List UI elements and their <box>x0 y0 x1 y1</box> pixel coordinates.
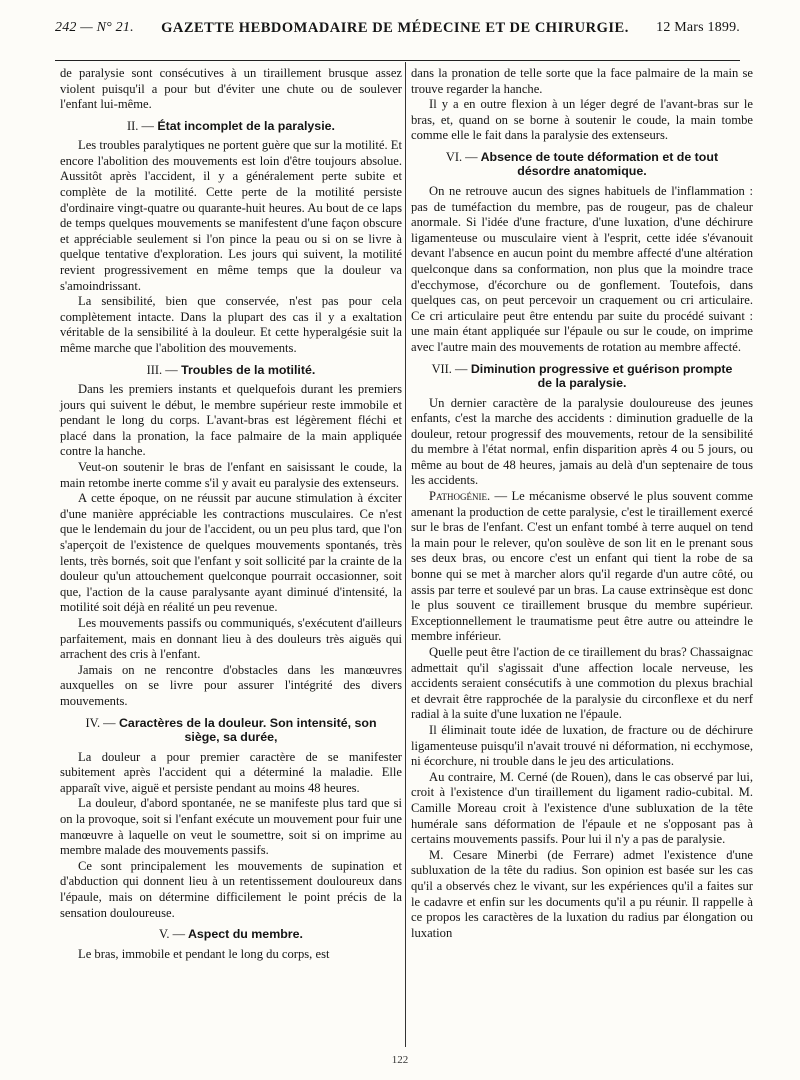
paragraph: Veut-on soutenir le bras de l'enfant en saisissant le coude, la main retombe inerte comme s'il y avait eu paralysie des extenseurs. <box>60 460 402 490</box>
running-header <box>55 12 740 44</box>
run-in-heading: Pathogénie. <box>429 489 491 504</box>
column-divider <box>405 62 406 1047</box>
right-column <box>411 66 753 941</box>
paragraph: M. Cesare Minerbi (de Ferrare) admet l'existence d'une subluxation de la tête du radius. Son opinion est basée sur les cas qu'il a observés chez le vivant, sur les expériences qu'il a faites sur le cadavre et enfin sur les documents qu'il a pu réunir. Il rappelle à ce propos les caractères de la luxation du radius par élongation ou luxation <box>411 847 753 940</box>
left-column <box>60 66 402 962</box>
paragraph: Quelle peut être l'action de ce tiraillement du bras? Chassaignac admettait qu'il s'agissait d'une affection locale nerveuse, les accidents seraient consécutifs à une commotion du plexus brachial et devrait être rapprochée de la paralysie du circonflexe et du nerf radial à la suite d'une luxation ne l'épaule. <box>411 645 753 722</box>
section-number: VI. — <box>445 149 478 164</box>
section-title: Caractères de la douleur. Son intensité, son siège, sa durée, <box>118 715 377 745</box>
paragraph: de paralysie sont consécutives à un tiraillement brusque assez violent puisqu'il a pour but d'éviter une chute ou de soulever l'enfant lui-même. <box>60 66 402 112</box>
section-title: Diminution progressive et guérison prompte de la paralysie. <box>470 361 733 390</box>
paragraph: La douleur a pour premier caractère de se manifester subitement après l'accident qui a déterminé la maladie. Elle apparaît vive, aiguë et persiste pendant au moins 48 heures. <box>60 749 402 795</box>
section-number: IV. — <box>85 715 116 730</box>
paragraph: Il y a en outre flexion à un léger degré de l'avant-bras sur le bras, et, quand on se borne à soutenir le coude, la main tombe comme elle le fait dans la paralysie des extenseurs. <box>411 97 753 143</box>
paragraph: Jamais on ne rencontre d'obstacles dans les manœuvres auxquelles on se livre pour assurer l'intégrité des divers mouvements. <box>60 662 402 708</box>
journal-title: GAZETTE HEBDOMADAIRE DE MÉDECINE ET DE CHIRURGIE. <box>161 19 629 36</box>
paragraph: Les mouvements passifs ou communiqués, s'exécutent d'ailleurs parfaitement, mais en donnant lieu à des douleurs très aiguës qui arrachent des cris à l'enfant. <box>60 616 402 662</box>
section-heading-vii <box>425 362 739 391</box>
paragraph: La douleur, d'abord spontanée, ne se manifeste plus tard que si on la provoque, soit si l'enfant exécute un mouvement pour fuir une manœuvre à laquelle on veut le soumettre, soit si on imprime au membre malade des mouvements passifs. <box>60 796 402 858</box>
section-heading-v <box>74 927 388 942</box>
paragraph: Le bras, immobile et pendant le long du corps, est <box>78 946 330 961</box>
paragraph: Il éliminait toute idée de luxation, de fracture ou de déchirure ligamenteuse puisqu'il n'avait trouvé ni déformation, ni ecchymose, ni écorchure, ni trouble dans le jeu des articulations. <box>411 722 753 769</box>
section-number: VII. — <box>431 361 468 376</box>
paragraph-pathogenie <box>411 489 753 645</box>
paragraph-text: — Le mécanisme observé le plus souvent comme amenant la production de cette paralysie, c'est le tiraillement exercé sur le bras de l'enfant. C'est un enfant tombé à terre auquel on tend la main pour le relever, qu'on soulève de son lit en le prenant sous ses deux bras, ou encore c'est un enfant qui tient la robe de sa bonne qui se met à marcher alors qu'il regarde d'un autre côté, ou assis par terre et soulevé par un bras. La cause extrinsèque est donc le plus souvent ce tiraillement brusque du membre supérieur. Exceptionnellement le traumatisme peut être autre ou atteindre le membre inférieur. <box>411 489 753 644</box>
issue-date: 12 Mars 1899. <box>656 20 740 35</box>
section-title: Aspect du membre. <box>187 927 303 942</box>
header-rule <box>55 60 740 61</box>
section-number: V. — <box>159 927 185 942</box>
section-title: Absence de toute déformation et de tout désordre anatomique. <box>480 149 719 179</box>
section-heading-ii <box>74 119 388 134</box>
sheet-signature: 122 <box>391 1054 409 1066</box>
paragraph: Un dernier caractère de la paralysie douloureuse des jeunes enfants, c'est la marche des accidents : diminution graduelle de la douleur, retour progressif des mouvements, retour de la sensibilité du membre à l'état normal, enfin disparition après 4 ou 5 jours, ou même au bout de 48 heures, jamais au delà d'un septenaire de tous les accidents. <box>411 395 753 488</box>
section-number: II. — <box>127 118 154 133</box>
section-heading-vi <box>425 150 739 179</box>
paragraph: dans la pronation de telle sorte que la face palmaire de la main se trouve regarder la hanche. <box>411 66 753 96</box>
paragraph: A cette époque, on ne réussit par aucune stimulation à éxciter d'une manière appréciable les contractions musculaires. Ce n'est que le lendemain du jour de l'accident, ou un peu plus tard, que l'on s'aperçoit de l'existence de quelques mouvements spontanés, très lents, très bornés, soit que l'enfant y soit sollicité par la crainte de la douleur qu'un attouchement quelconque pourrait occasionner, soit que, l'action de la cause paralysante ayant diminué d'intensité, la motilité soit déjà en réalité un peu revenue. <box>60 491 402 615</box>
paragraph: La sensibilité, bien que conservée, n'est pas pour cela complètement intacte. Dans la plupart des cas il y a exaltation véritable de la sensibilité à la douleur. Et cette hyperalgésie suit la même marche que l'abolition des mouvements. <box>60 294 402 355</box>
paragraph: Dans les premiers instants et quelquefois durant les premiers jours qui suivent le début, le membre supérieur reste immobile et pendant le long du corps. L'avant-bras est légèrement fléchi et placé dans la pronation, la face palmaire de la main appliquée contre la hanche. <box>60 382 402 459</box>
section-heading-iii <box>74 363 388 378</box>
paragraph: On ne retrouve aucun des signes habituels de l'inflammation : pas de tuméfaction du membre, pas de rougeur, pas de chaleur anormale. Si l'idée d'une fracture, d'une luxation, d'une déchirure ligamenteuse ou musculaire vient à l'esprit, cette idée s'évanouit devant l'absence en aucun point du membre affecté d'une altération quelconque dans sa conformation, non plus que la moindre trace d'ecchymose, d'écorchure ou de gonflement. Toutefois, dans quelques cas, on peut percevoir un craquement ou cri articulaire. Ce cri articulaire peut être entendu par suite du procédé suivant : une main étant appliquée sur l'épaule ou sur le coude, on imprime avec l'autre main des mouvements de rotation au membre affecté. <box>411 183 753 354</box>
section-heading-iv <box>74 716 388 745</box>
page-number: 242 — N° 21. <box>55 20 134 35</box>
section-title: Troubles de la motilité. <box>181 362 316 377</box>
paragraph: Au contraire, M. Cerné (de Rouen), dans le cas observé par lui, croit à l'existence d'un tiraillement du ligament radio-cubital. M. Camille Moreau croit à l'existence d'une subluxation de la tête humérale sans déformation de l'épaule et ne s'opposant pas à certains mouvements passifs. Pour lui il n'y a pas de paralysie. <box>411 769 753 847</box>
section-number: III. — <box>146 362 178 377</box>
paragraph: Les troubles paralytiques ne portent guère que sur la motilité. Et encore l'abolition des mouvements est loin d'être toujours absolue. Aussitôt après l'accident, il y a généralement perte subite et complète de la motilité. Cette perte de la motilité persiste d'ordinaire vingt-quatre ou quarante-huit heures. Au bout de ce laps de temps quelques mouvements se manifestent d'une façon obscure et appréciable seulement si l'on pince la peau ou si on se livre à quelque tentative d'exploration. Les jours qui suivent, la motilité revient progressivement en même temps que la douleur va s'amoindrissant. <box>60 138 402 293</box>
paragraph: Ce sont principalement les mouvements de supination et d'abduction qui donnent lieu à un retentissement douloureux dans l'épaule, mais on détermine difficilement le point précis de la sensation douloureuse. <box>60 858 402 920</box>
section-title: État incomplet de la paralysie. <box>157 118 335 133</box>
